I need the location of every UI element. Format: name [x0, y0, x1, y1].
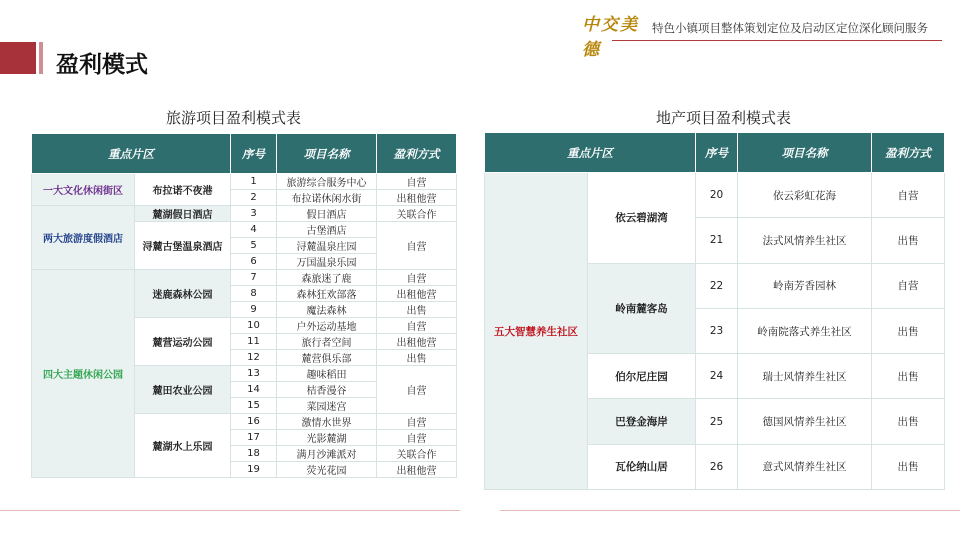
row-number: 18: [231, 446, 277, 462]
row-number: 12: [231, 350, 277, 366]
table-row: [32, 174, 457, 190]
footer-rule-left: [0, 510, 460, 511]
header-tagline: 特色小镇项目整体策划定位及启动区定位深化顾问服务: [652, 21, 928, 35]
row-number: 24: [696, 354, 738, 399]
row-number: 11: [231, 334, 277, 350]
row-number: 22: [696, 263, 738, 308]
row-number: 21: [696, 218, 738, 263]
row-number: 25: [696, 399, 738, 444]
project-name: 森旅迷了鹿: [277, 270, 377, 286]
project-name: 桔香漫谷: [277, 382, 377, 398]
project-name: 岭南芳香园林: [738, 263, 872, 308]
row-number: 23: [696, 308, 738, 353]
zone-cell: 一大文化休闲街区: [32, 174, 135, 206]
header-number: 序号: [696, 133, 738, 173]
project-name: 法式风情养生社区: [738, 218, 872, 263]
project-name: 浔麓温泉庄园: [277, 238, 377, 254]
project-name: 布拉诺休闲水街: [277, 190, 377, 206]
tourism-table-caption: 旅游项目盈利模式表: [166, 109, 302, 127]
row-number: 3: [231, 206, 277, 222]
project-name: 户外运动基地: [277, 318, 377, 334]
project-name: 菜园迷宫: [277, 398, 377, 414]
row-number: 10: [231, 318, 277, 334]
area-cell: 岭南麓客岛: [588, 263, 696, 354]
row-number: 6: [231, 254, 277, 270]
profit-mode: 出售: [872, 354, 945, 399]
project-name: 趣味稻田: [277, 366, 377, 382]
project-name: 旅游综合服务中心: [277, 174, 377, 190]
project-name: 古堡酒店: [277, 222, 377, 238]
profit-mode: 出租他营: [377, 462, 457, 478]
row-number: 16: [231, 414, 277, 430]
area-cell: 伯尔尼庄园: [588, 354, 696, 399]
row-number: 4: [231, 222, 277, 238]
estate-profit-table: [484, 132, 945, 490]
row-number: 1: [231, 174, 277, 190]
company-logo: 中交美德: [582, 15, 639, 60]
project-name: 依云彩虹花海: [738, 173, 872, 218]
estate-table-caption: 地产项目盈利模式表: [656, 109, 792, 127]
profit-mode: 自营: [377, 318, 457, 334]
area-cell: 浔麓古堡温泉酒店: [135, 222, 231, 270]
project-name: 魔法森林: [277, 302, 377, 318]
area-cell: 依云碧湖湾: [588, 173, 696, 264]
profit-mode: 自营: [377, 222, 457, 270]
project-name: 瑞士风情养生社区: [738, 354, 872, 399]
row-number: 19: [231, 462, 277, 478]
project-name: 万国温泉乐园: [277, 254, 377, 270]
table-row: [485, 173, 945, 218]
project-name: 意式风情养生社区: [738, 444, 872, 489]
tourism-profit-table: [31, 133, 457, 478]
row-number: 5: [231, 238, 277, 254]
profit-mode: 出售: [872, 444, 945, 489]
area-cell: 迷鹿森林公园: [135, 270, 231, 318]
area-cell: 麓营运动公园: [135, 318, 231, 366]
title-accent-bar: [0, 42, 36, 74]
project-name: 满月沙滩派对: [277, 446, 377, 462]
header-zone: 重点片区: [485, 133, 696, 173]
project-name: 荧光花园: [277, 462, 377, 478]
profit-mode: 自营: [377, 366, 457, 414]
page-title: 盈利模式: [56, 52, 148, 78]
area-cell: 布拉诺不夜港: [135, 174, 231, 206]
profit-mode: 关联合作: [377, 446, 457, 462]
area-cell: 瓦伦纳山居: [588, 444, 696, 489]
project-name: 岭南院落式养生社区: [738, 308, 872, 353]
header-number: 序号: [231, 134, 277, 174]
zone-cell: 两大旅游度假酒店: [32, 206, 135, 270]
row-number: 20: [696, 173, 738, 218]
area-cell: 麓田农业公园: [135, 366, 231, 414]
profit-mode: 自营: [377, 174, 457, 190]
header-profit-mode: 盈利方式: [377, 134, 457, 174]
footer-rule-right: [500, 510, 960, 511]
header-profit-mode: 盈利方式: [872, 133, 945, 173]
profit-mode: 出租他营: [377, 334, 457, 350]
project-name: 假日酒店: [277, 206, 377, 222]
row-number: 14: [231, 382, 277, 398]
profit-mode: 自营: [377, 430, 457, 446]
profit-mode: 出售: [872, 399, 945, 444]
profit-mode: 出售: [872, 308, 945, 353]
row-number: 9: [231, 302, 277, 318]
table-header-row: [32, 134, 457, 174]
project-name: 德国风情养生社区: [738, 399, 872, 444]
row-number: 26: [696, 444, 738, 489]
header-zone: 重点片区: [32, 134, 231, 174]
profit-mode: 自营: [377, 414, 457, 430]
profit-mode: 自营: [377, 270, 457, 286]
project-name: 麓营俱乐部: [277, 350, 377, 366]
table-row: [32, 206, 457, 222]
row-number: 17: [231, 430, 277, 446]
profit-mode: 关联合作: [377, 206, 457, 222]
profit-mode: 出售: [872, 218, 945, 263]
profit-mode: 自营: [872, 263, 945, 308]
profit-mode: 自营: [872, 173, 945, 218]
profit-mode: 出售: [377, 302, 457, 318]
project-name: 激情水世界: [277, 414, 377, 430]
project-name: 光影麓湖: [277, 430, 377, 446]
zone-cell: 五大智慧养生社区: [485, 173, 588, 490]
header-project-name: 项目名称: [738, 133, 872, 173]
area-cell: 麓湖假日酒店: [135, 206, 231, 222]
row-number: 7: [231, 270, 277, 286]
table-row: [32, 270, 457, 286]
table-header-row: [485, 133, 945, 173]
area-cell: 麓湖水上乐园: [135, 414, 231, 478]
zone-cell: 四大主题休闲公园: [32, 270, 135, 478]
row-number: 2: [231, 190, 277, 206]
header-project-name: 项目名称: [277, 134, 377, 174]
row-number: 13: [231, 366, 277, 382]
profit-mode: 出售: [377, 350, 457, 366]
project-name: 旅行者空间: [277, 334, 377, 350]
title-accent-tick: [39, 42, 43, 74]
profit-mode: 出租他营: [377, 286, 457, 302]
row-number: 8: [231, 286, 277, 302]
row-number: 15: [231, 398, 277, 414]
profit-mode: 出租他营: [377, 190, 457, 206]
header-rule: [612, 40, 942, 41]
project-name: 森林狂欢部落: [277, 286, 377, 302]
area-cell: 巴登金海岸: [588, 399, 696, 444]
